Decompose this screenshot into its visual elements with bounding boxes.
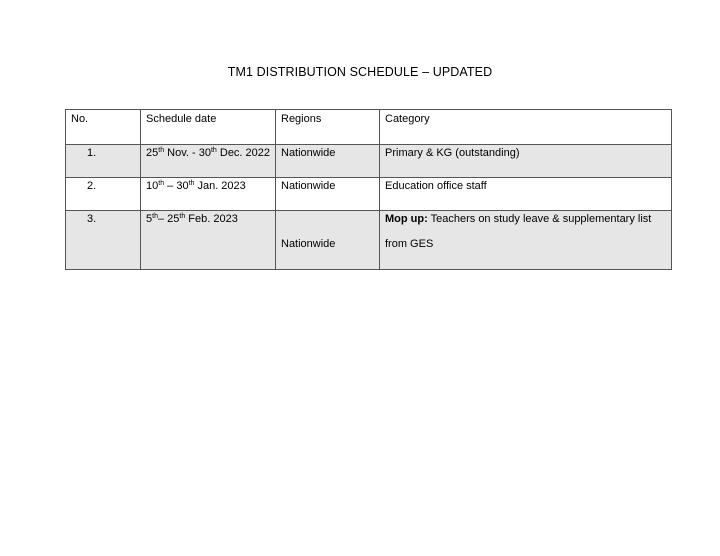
date-start-day: 10: [146, 180, 159, 192]
category-bold-label: Mop up:: [385, 213, 428, 225]
schedule-date-cell: [141, 145, 276, 178]
row-number: 1.: [66, 145, 141, 178]
date-end-rest: Feb. 2023: [185, 213, 238, 225]
date-end-suffix: th: [210, 147, 217, 154]
row-number: 2.: [66, 178, 141, 211]
date-start-rest: – 30: [164, 180, 189, 192]
region-cell: [276, 211, 380, 270]
table-row: [66, 178, 672, 211]
date-end-rest: Dec. 2022: [216, 147, 271, 159]
date-start-suffix: th: [158, 147, 165, 154]
header-schedule-date: Schedule date: [141, 110, 276, 145]
date-start-suffix: th: [158, 180, 165, 187]
region-cell: Nationwide: [276, 178, 380, 211]
header-regions: Regions: [276, 110, 380, 145]
category-cell: Education office staff: [380, 178, 672, 211]
category-cell: Primary & KG (outstanding): [380, 145, 672, 178]
schedule-date-cell: [141, 178, 276, 211]
row-number: 3.: [66, 211, 141, 270]
date-end-suffix: th: [179, 213, 186, 220]
date-end-suffix: th: [188, 180, 195, 187]
date-end-rest: Jan. 2023: [194, 180, 246, 192]
table-row: [66, 145, 672, 178]
date-start-day: 5: [146, 213, 153, 225]
category-text-line2: from GES: [385, 238, 434, 250]
schedule-date-cell: [141, 211, 276, 270]
header-category: Category: [380, 110, 672, 145]
category-cell: [380, 211, 672, 270]
table-header-row: [66, 110, 672, 145]
table-row: [66, 211, 672, 270]
header-no: No.: [66, 110, 141, 145]
date-start-day: 25: [146, 147, 159, 159]
date-start-rest: Nov. - 30: [164, 147, 211, 159]
distribution-schedule-table: [65, 109, 672, 270]
date-start-suffix: th: [152, 213, 158, 220]
date-start-rest: – 25: [157, 213, 180, 225]
document-title: TM1 DISTRIBUTION SCHEDULE – UPDATED: [227, 65, 493, 79]
region-cell: Nationwide: [276, 145, 380, 178]
region-text: Nationwide: [281, 238, 336, 250]
category-text-line1: Teachers on study leave & supplementary list: [427, 213, 652, 225]
